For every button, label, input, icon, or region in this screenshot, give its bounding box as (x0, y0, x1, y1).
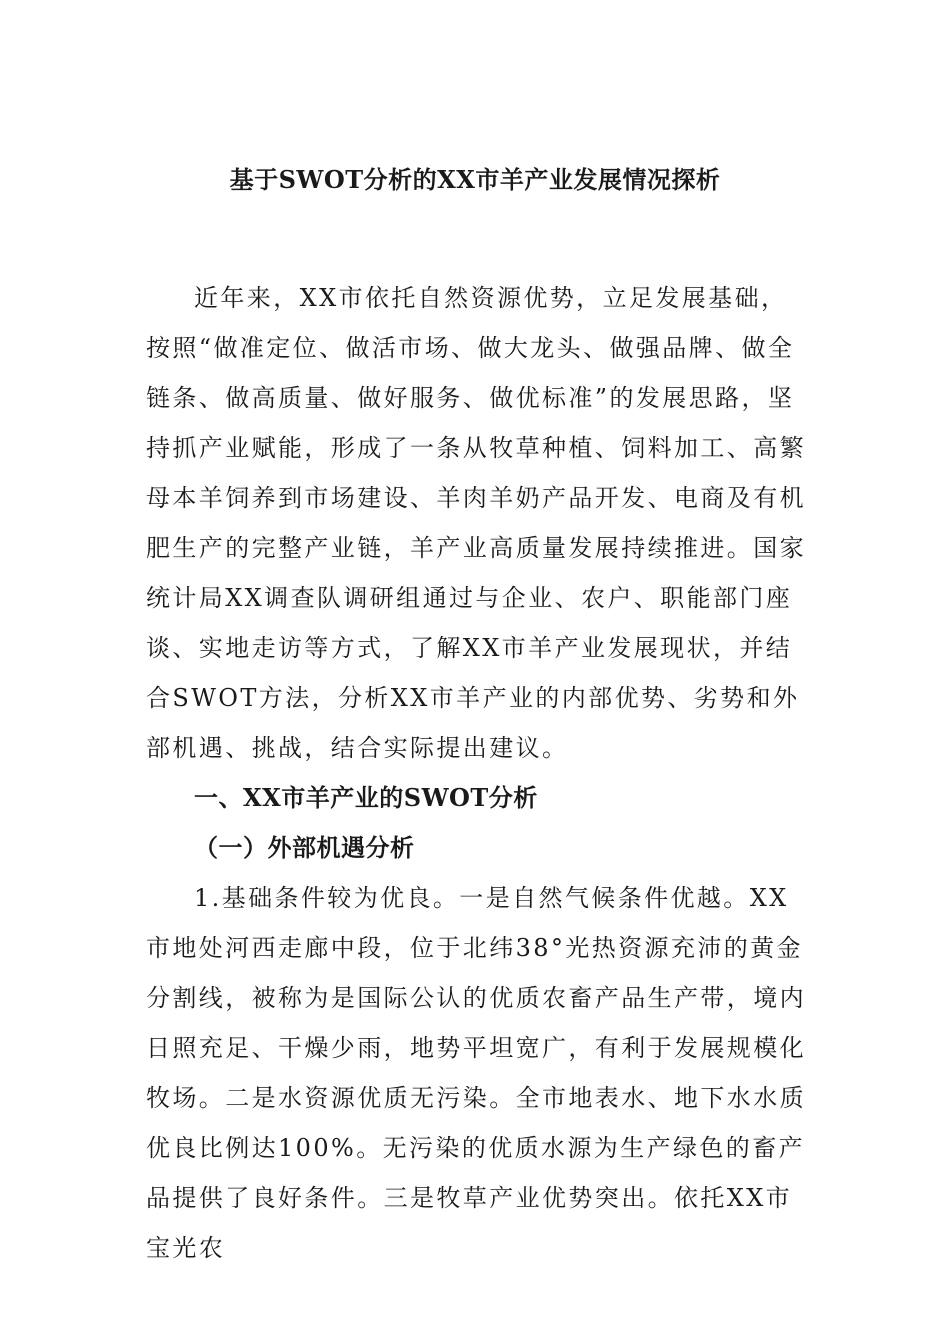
body-paragraph-1: 1.基础条件较为优良。一是自然气候条件优越。XX市地处河西走廊中段，位于北纬38°光热资源充沛的黄金分割线，被称为是国际公认的优质农畜产品生产带，境内日照充足、干燥少雨，地势平坦宽广，有利于发展规模化牧场。二是水资源优质无污染。全市地表水、地下水水质优良比例达100%。无污染的优质水源为生产绿色的畜产品提供了良好条件。三是牧草产业优势突出。依托XX市宝光农 (146, 884, 806, 1262)
intro-paragraph: 近年来，XX市依托自然资源优势，立足发展基础，按照“做准定位、做活市场、做大龙头、做强品牌、做全链条、做高质量、做好服务、做优标准”的发展思路，坚持抓产业赋能，形成了一条从牧草种植、饲料加工、高繁母本羊饲养到市场建设、羊肉羊奶产品开发、电商及有机肥生产的完整产业链，羊产业高质量发展持续推进。国家统计局XX调查队调研组通过与企业、农户、职能部门座谈、实地走访等方式，了解XX市羊产业发展现状，并结合SWOT方法，分析XX市羊产业的内部优势、劣势和外部机遇、挑战，结合实际提出建议。 (146, 284, 806, 762)
section-heading: 一、XX市羊产业的SWOT分析 (194, 783, 538, 812)
document-title: 基于SWOT分析的XX市羊产业发展情况探析 (229, 165, 721, 194)
subsection-heading: （一）外部机遇分析 (194, 833, 415, 862)
document-body (146, 273, 806, 1273)
